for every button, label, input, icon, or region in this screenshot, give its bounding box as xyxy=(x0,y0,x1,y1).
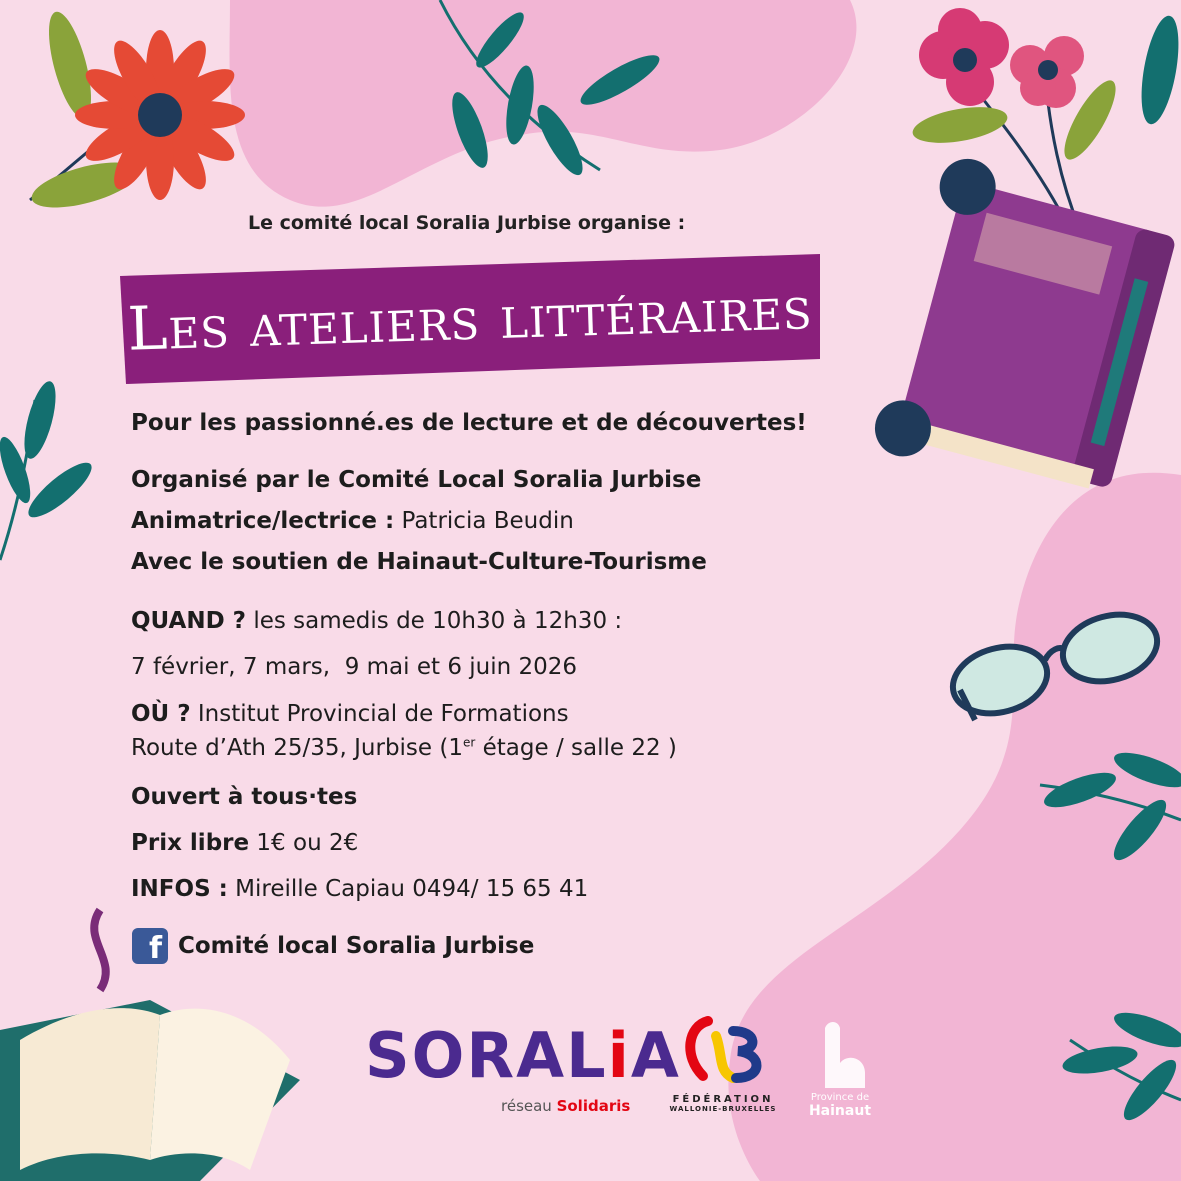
address-pre: Route d’Ath 25/35, Jurbise (1 xyxy=(131,735,463,761)
facebook-link[interactable] xyxy=(132,928,534,964)
where-line xyxy=(131,701,569,727)
fwb-line1: FÉDÉRATION xyxy=(672,1094,774,1105)
animator-name: Patricia Beudin xyxy=(401,508,574,534)
red-flower xyxy=(27,8,245,217)
soralia-tagline: réseau Solidaris xyxy=(501,1097,631,1115)
left-leaves xyxy=(0,378,98,560)
address-sup: er xyxy=(462,735,476,750)
fwb-line2: WALLONIE-BRUXELLES xyxy=(669,1105,777,1113)
price-line xyxy=(131,830,358,856)
purple-book-illustration xyxy=(869,153,1181,511)
soralia-logo xyxy=(365,1019,681,1115)
when-text: les samedis de 10h30 à 12h30 : xyxy=(253,608,623,634)
facebook-label: Comité local Soralia Jurbise xyxy=(178,933,535,959)
infos-line xyxy=(131,876,588,902)
hainaut-line2: Hainaut xyxy=(808,1103,872,1119)
title-banner xyxy=(120,254,820,384)
facebook-icon: f xyxy=(132,928,168,964)
fwb-logo xyxy=(668,1016,778,1113)
fwb-emblem xyxy=(678,1016,768,1086)
hainaut-emblem xyxy=(810,1018,870,1088)
top-blob xyxy=(230,0,857,207)
animator-label: Animatrice/lectrice : xyxy=(131,508,395,534)
page-title: Les ateliers littéraires xyxy=(126,273,814,365)
when-label: QUAND ? xyxy=(131,608,247,634)
where-label: OÙ ? xyxy=(131,701,191,727)
infos-text: Mireille Capiau 0494/ 15 65 41 xyxy=(235,876,589,902)
hainaut-line1: Province de xyxy=(810,1092,870,1103)
infos-label: INFOS : xyxy=(131,876,228,902)
intro-text: Le comité local Soralia Jurbise organise : xyxy=(248,212,686,234)
support-line: Avec le soutien de Hainaut-Culture-Tourisme xyxy=(131,549,707,575)
tagline: Pour les passionné.es de lecture et de découvertes! xyxy=(131,410,807,436)
organizer-line: Organisé par le Comité Local Soralia Jurbise xyxy=(131,467,702,493)
price-label: Prix libre xyxy=(131,830,250,856)
right-blob xyxy=(728,473,1181,1181)
where-text: Institut Provincial de Formations xyxy=(197,701,569,727)
address-line xyxy=(131,735,677,761)
animator-line xyxy=(131,508,574,534)
dates-line: 7 février, 7 mars, 9 mai et 6 juin 2026 xyxy=(131,654,578,680)
when-line xyxy=(131,608,622,634)
hainaut-logo xyxy=(800,1018,880,1119)
open-line: Ouvert à tous·tes xyxy=(131,784,358,810)
address-post: étage / salle 22 ) xyxy=(475,735,677,761)
soralia-wordmark: SORALiA xyxy=(365,1019,681,1092)
price-text: 1€ ou 2€ xyxy=(256,830,359,856)
